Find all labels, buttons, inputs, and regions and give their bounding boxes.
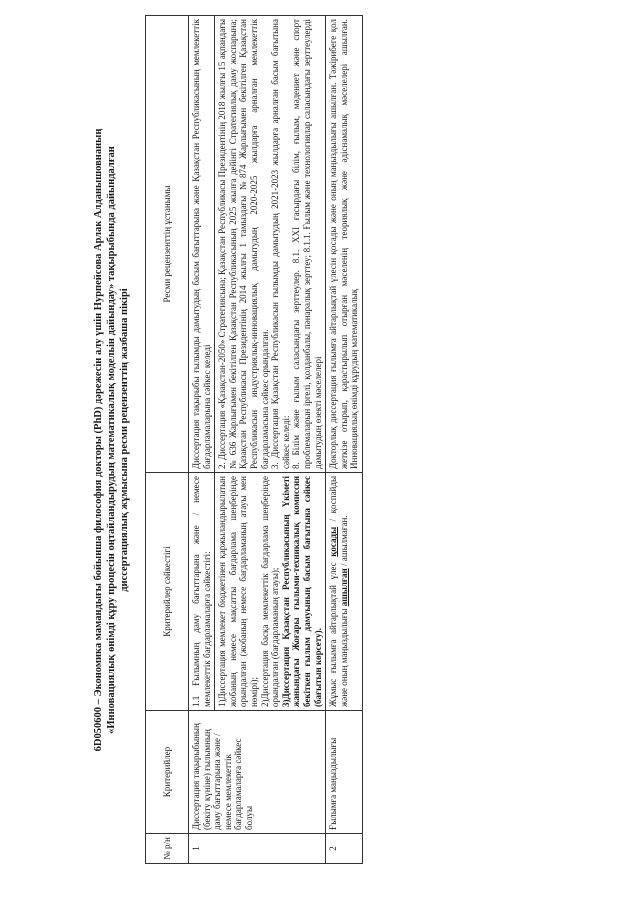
review-table: [145, 15, 363, 864]
row-number: 2: [326, 834, 363, 864]
reviewer-details: [214, 16, 323, 472]
conformity-cell: [326, 473, 363, 711]
table-row: [189, 16, 326, 864]
reviewer-cell: [189, 16, 326, 473]
conformity-text: Жұмыс ғылымға айтарлықтай үлес: [328, 556, 339, 707]
header-conformity: Критерийлер сәйкестігі: [146, 473, 189, 711]
table-header-row: [146, 16, 189, 864]
conformity-text: / қоспайды және оның маңыздылығы: [328, 476, 349, 707]
conformity-text: / ашылмаған.: [338, 515, 349, 569]
criterion-cell: Диссертация тақырыбының (бекіту күніне) ғылымның даму бағыттарына және / немесе мемлекеттік бағдарламаларға сәйкес болуы: [189, 711, 326, 834]
conformity-option-3: 3)Диссертация Қазақстан Республикасының Үкіметі жанындағы Жоғары ғылыми-техникалық комиссия бекіткен ғылым дамуының басым бағытына сәйкес (бағытын көрсету).: [280, 476, 323, 707]
header-criteria: Критерийлер: [146, 711, 189, 834]
document-heading: [92, 40, 131, 840]
conformity-option-1: 1)Диссертация мемлекет бюджетінен қаржыландырылатын жобаның немесе мақсатты бағдарлама шеңберінде орындалған (жобаның немесе бағдарламаның атауы мен нөмірі);: [217, 476, 259, 707]
reviewer-paragraph-2: 2. Диссертация «Қазақстан-2050» Стратегиясына; Қазақстан Республикасы Президентінің 2018 жылғы 15 ақпандағы № 636 Жарлығымен бекітілген Қазақстан Республикасының 2025 жылға дейінгі Стратегиялық даму жоспарына; Қазақстан Республикасы Президентінің 2014 жылғы 1 тамыздағы №874 Жарлығымен бекітілген Қазақстан Республикасын индустриялық-инновациялық дамытудың 2020-2025 жылдарға арналған мемлекеттік бағдарламасына сәйкес орындалған.: [217, 19, 270, 469]
conformity-intro: 1.1 Ғылымның даму бағыттарына және / немесе мемлекеттік бағдарламаларға сәйкестігі:: [191, 476, 212, 707]
row-number: 1: [189, 834, 326, 864]
reviewer-cell: Докторлық диссертация ғылымға айтарлықтай үлесін қосады және оның маңыздылығы ашылған. Тәжірибеге қол жеткізе отырып, қарастырылып отырған мәселенің теориялық және әдіснамалық мәселелері ашылған. Инновациялық өнімді құрудың математикалық: [326, 16, 363, 473]
reviewer-paragraph-3: 3. Диссертация Қазақстан Республикасын ғылымды дамытудың 2021-2023 жылдарға арналған басым бағытына сәйкес келеді:: [270, 19, 291, 469]
conformity-options: [214, 473, 323, 710]
reviewer-paragraph-4: 8. Білім және ғылым саласындағы зерттеулер. 8.1. ХХІ ғасырдағы білім, ғылым, мәдениет және спорт проблемаларын іргелі, қолданбалы, пәнаралық зерттеу; 8.1.1. Ғылым және технологиялар саласындағы зерттеулерді дамытудың өзекті мәселелері: [291, 19, 323, 469]
conformity-option-2: 2)Диссертация басқа мемлекеттік бағдарлама шеңберінде орындалған (бағдарламаның атауы);: [259, 476, 281, 707]
heading-line-2: «Инновациялық өнімді құру процесін оңтайландырудың математикалық модельін дайындау» тақырыбында дайындалған: [106, 146, 117, 734]
criterion-cell: Ғылымға маңыздылығы: [326, 711, 363, 834]
reviewer-intro: Диссертация тақырыбы ғылымды дамытудың басым бағыттарына және Қазақстан Республикасының мемлекеттік бағдарламаларына сәйкес келеді: [191, 19, 212, 469]
header-reviewer-position: Ресми рецензенттің ұстанымы: [146, 16, 189, 473]
conformity-choice-revealed: ашылған: [338, 568, 349, 607]
heading-line-1: 6D050600 – Экономика мамандығы бойынша философия докторы (PhD) дәрежесін алу үшін Нурпейсова Арлак Алданышовнаның: [93, 128, 104, 752]
conformity-cell: [189, 473, 326, 711]
heading-line-3: диссертациялық жұмысына ресми рецензенттің жазбаша пікірі: [119, 288, 130, 592]
header-number: № р/н: [146, 834, 189, 864]
conformity-choice-adds: қосады: [328, 526, 339, 557]
table-row: [326, 16, 363, 864]
